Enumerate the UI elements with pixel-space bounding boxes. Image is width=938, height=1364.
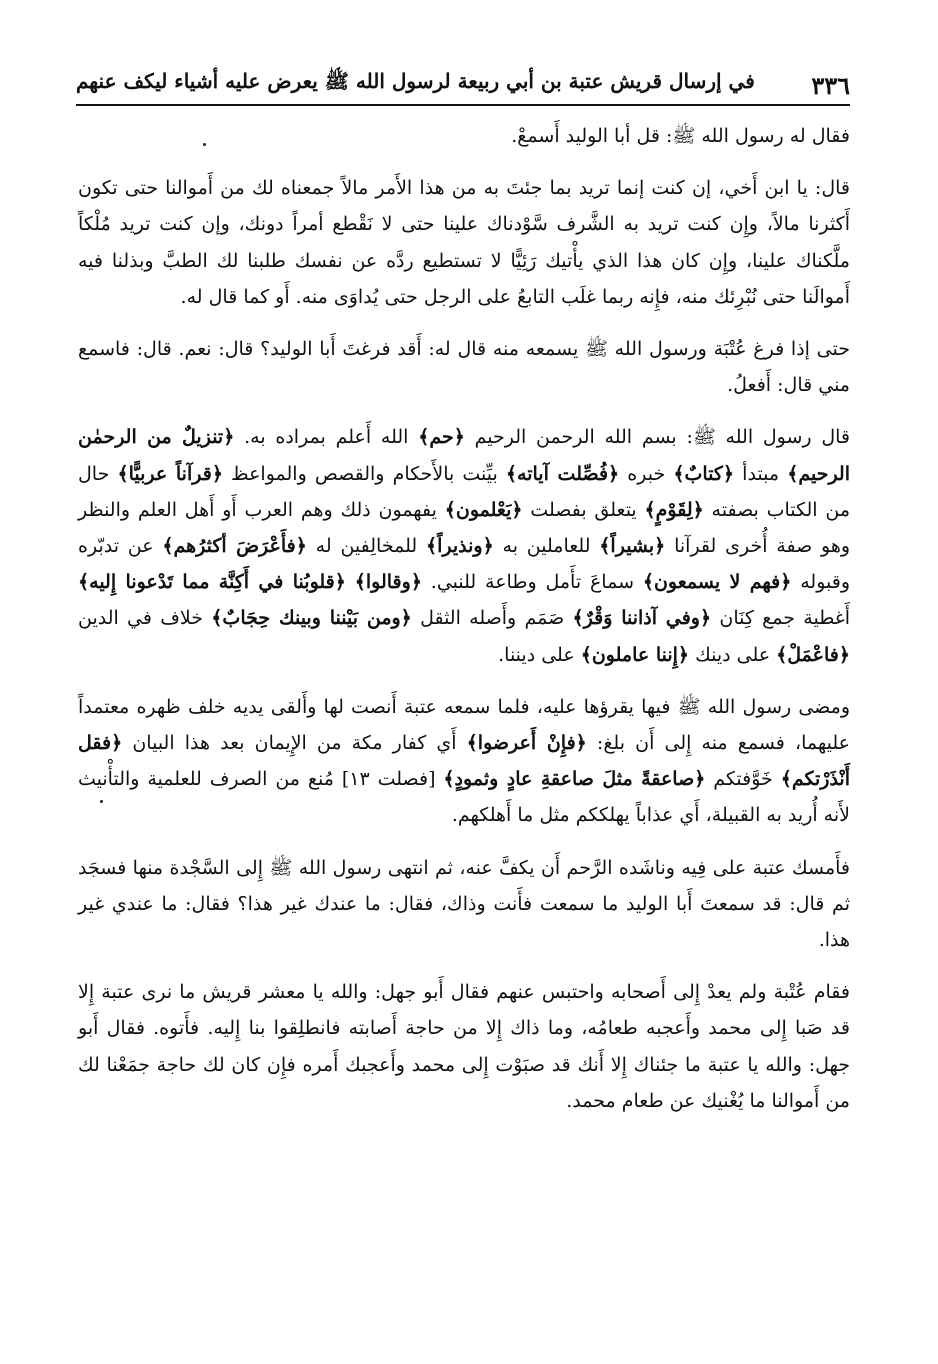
paragraph-text [346,571,355,593]
paragraph-text: على دينك [689,643,777,666]
quran-quote: ﴿بشيراً﴾ [599,535,666,558]
quran-quote: ﴿فاعْمَلْ﴾ [776,643,850,666]
paragraph-text: حال من الكتاب بصفته [78,462,851,521]
quran-quote: ﴿فإِنْ أَعرضوا﴾ [466,732,587,755]
paragraph-text: مبتدأ [734,462,788,485]
page-number: ٣٣٦ [811,71,850,100]
paragraph [78,331,850,403]
quran-quote: ﴿كتابٌ﴾ [673,462,735,485]
paragraph-text: خَوَّفتكم [705,768,781,791]
paragraph-text: فقال له رسول الله ﷺ: قل أبا الوليد أَسمعْ. [511,125,850,147]
quran-quote: ﴿صاعقةً مثلَ صاعقةِ عادٍ وثمودٍ﴾ [443,768,706,791]
paragraph-text: يتعلق بفصلت [522,498,645,521]
paragraph-text: قال: يا ابن أَخي، إن كنت إنما تريد بما جئتَ به من هذا الأَمر مالاً جمعناه لك من أَموالنا حتى تكون أَكثرنا مالاً، وإِن كنت تريد به الشَّرف سَّوْدناك علينا حتى لا نَقْطع أمراً دونك، وإن كنت تريد مُلْكاً ملَّكناك علينا، وإِن كان هذا الذي يأْتيك رَئِيًّا لا تستطيع ردَّه عن نفسك طلبنا لك الطبَّ وبذلنا فيه أَموالَنا حتى نُبْرِئك منه، فإِنه ربما غلَب التابعُ على الرجل حتى يُداوَى منه. أَو كما قال له. [78,177,850,308]
paragraph-text: على ديننا. [498,643,581,666]
paragraph-text: أَي كفار مكة من الإِيمان بعد هذا البيان [122,732,467,755]
paragraph-text: خلاف في الدين [78,607,212,630]
quran-quote: ﴿حم﴾ [418,426,465,449]
quran-quote: ﴿ونذيراً﴾ [425,535,494,558]
quran-quote: ﴿لِقَوْمٍ﴾ [644,498,704,521]
paragraph [78,850,850,959]
paragraph-text: خبره [619,462,674,485]
quran-quote: ﴿قرآناً عربيًّا﴾ [117,462,223,485]
quran-quote: ﴿فهم لا يسمعون﴾ [642,571,792,594]
paragraph-text: حتى إذا فرغ عُتْبَة ورسول الله ﷺ يسمعه منه قال له: أَقد فرغتَ أَبا الوليد؟ قال: نعم. قال: فاسمع مني قال: أَفعلُ. [78,338,850,397]
paragraph-text: عن تدبّره وقبوله [78,535,851,594]
paragraph-text: للعاملين به [493,535,600,558]
quran-quote: ﴿إِننا عاملون﴾ [580,643,690,666]
paragraph-text: يفهمون ذلك وهم العرب أَو أَهل العلم والنظر وهو صفة أُخرى لقرآنا [78,498,851,558]
quran-quote: ﴿فقل أَنْذَرْتكم﴾ [78,732,850,791]
paragraph-text: للمخالِفين له [306,535,426,558]
body-text [78,118,850,1135]
quran-quote: ﴿يَعْلمون﴾ [444,498,523,521]
quran-quote: ﴿وفي آذاننا وَقْرٌ﴾ [572,607,712,630]
paragraph [78,170,850,315]
paragraph-text: فقام عُتْبة ولم يعدْ إِلى أَصحابه واحتبس عنهم فقال أَبو جهل: والله يا معشر قريش ما نرى عتبة إِلا قد صَبا إِلى محمد وأَعجبه طعامُه، وما ذاك إِلا من حاجة أَصابته فانطلِقوا بنا إِليه. فأَتوه. فقال أَبو جهل: والله يا عتبة ما جئناك إِلا أَنك قد صبَوْت إِلى محمد وأَعجبك أَمره فإِن كان لك حاجة جمَعْنا لك من أَموالنا ما يُغْنيك عن طعام محمد. [78,981,850,1112]
quran-quote: ﴿تنزيلٌ من الرحمٰن الرحيم﴾ [78,426,850,485]
paragraph-text: [فصلت ١٣] مُنع من الصرف للعلمية والتأْنيث لأَنه أُريد به القبيلة، أَي عذاباً يهلككم مثل ما أَهلكهم. [78,768,850,827]
paragraph-text: قال رسول الله ﷺ: بسم الله الرحمن الرحيم [464,426,850,449]
quran-quote: ﴿ومن بَيْننا وبينك حِجَابٌ﴾ [211,607,412,630]
paragraph-text: الله أَعلم بمراده به. [234,426,419,449]
quran-quote: ﴿فُصِّلت آياته﴾ [505,462,620,485]
paragraph [78,974,850,1119]
paragraph-text: صَمَم وأَصله الثقل [411,607,573,630]
quran-quote: ﴿فأَعْرَضَ أكثرُهم﴾ [162,535,307,558]
paragraph-text: سماعَ تأَمل وطاعة للنبي. [421,571,643,594]
paragraph [78,689,850,834]
paragraph [78,118,850,154]
page-header [76,68,850,106]
running-title: في إرسال قريش عتبة بن أبي ربيعة لرسول الله ﷺ يعرض عليه أشياء ليكف عنهم [76,69,755,93]
quran-quote: ﴿قلوبُنا في أَكِنَّة مما تَدْعونا إِليه﴾ [78,571,346,594]
paragraph [78,419,850,672]
paragraph-text: ومضى رسول الله ﷺ فيها يقرؤها عليه، فلما سمعه عتبة أَنصت لها وأَلقى يديه خلف ظهره معتمداً عليهما، فسمع منه إِلى أَن بلغ: [78,695,850,755]
paragraph-text: فأَمسك عتبة على فِيه وناشَده الرَّحم أَن يكفَّ عنه، ثم انتهى رسول الله ﷺ إِلى السَّجْدة منها فسجَد ثم قال: قد سمعتَ أَبا الوليد ما سمعت فأَنت وذاك، فقال: ما عندك غير هذا؟ فقال: ما عندي غير هذا. [78,856,850,952]
paragraph-text: أَغطية جمع كِنَان [711,607,851,630]
quran-quote: ﴿وقالوا﴾ [354,571,422,594]
paragraph-text: بيِّنت بالأَحكام والقصص والمواعظ [222,462,506,485]
